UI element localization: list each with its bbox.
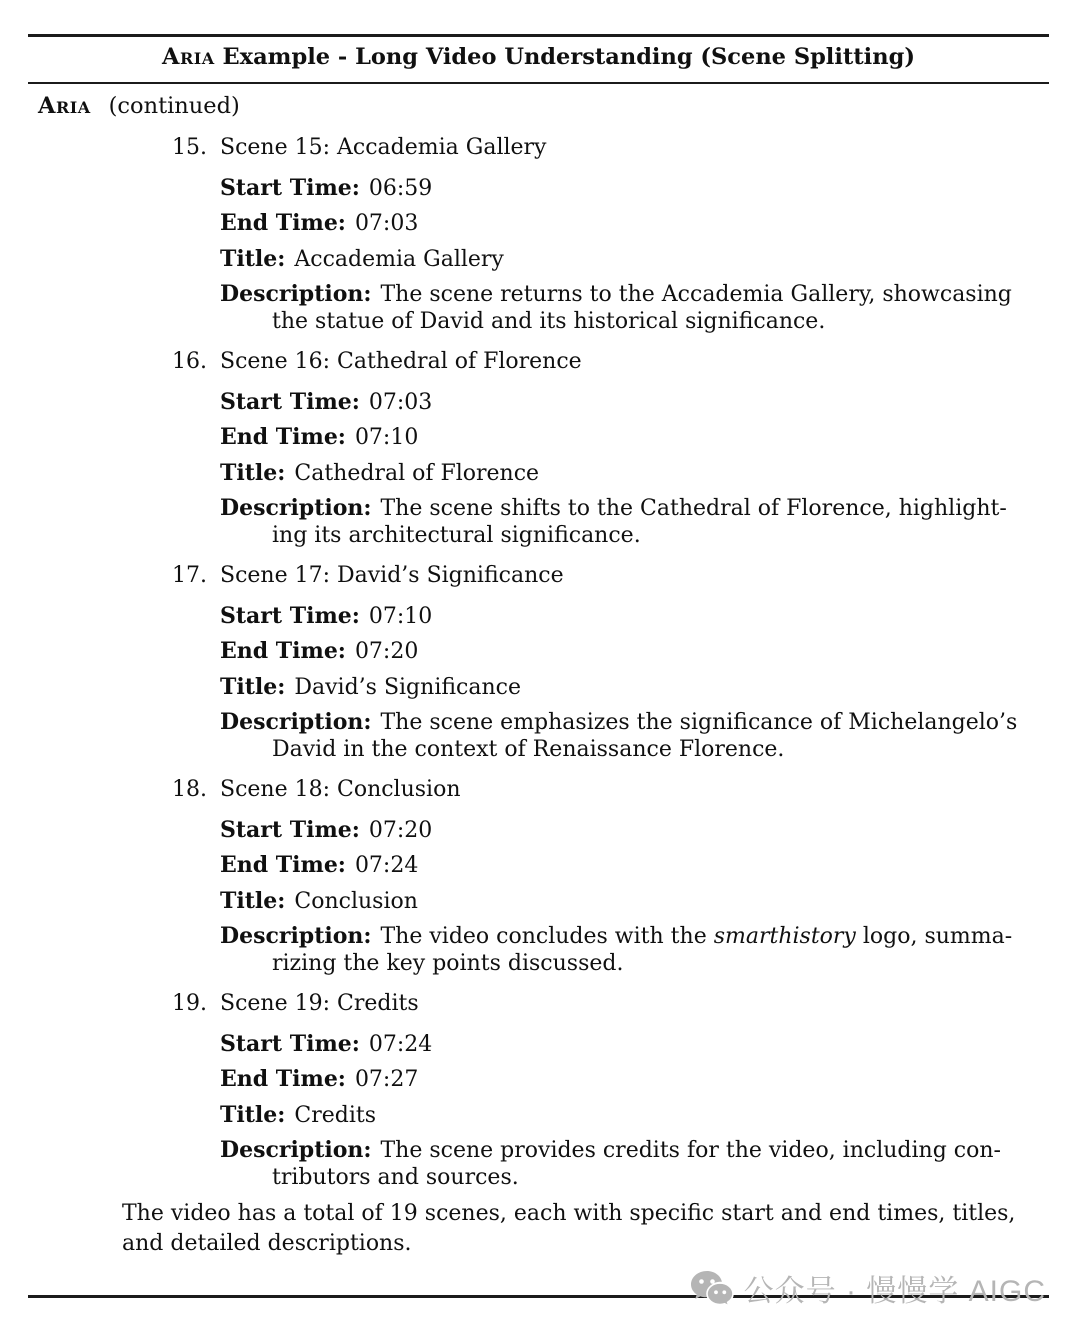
scene-heading [172,559,1049,594]
scene-item-16 [172,345,1049,549]
scene-number: 16. [172,349,207,374]
title-value: Cathedral of Florence [294,460,540,486]
description-row [220,709,1049,763]
start-time-label: Start Time: [220,816,360,843]
end-time-label: End Time: [220,1066,346,1092]
description-row [220,923,1049,977]
title-value: Credits [294,1102,376,1128]
start-time-row [220,813,1049,849]
scene-number: 18. [172,777,207,802]
start-time-value: 07:20 [368,817,433,843]
description-text: The scene emphasizes the significance of Michelangelo’s [380,710,1018,735]
title-value: Accademia Gallery [294,246,504,272]
description-line2: ing its architectural significance. [272,523,641,548]
title-label: Title: [220,673,286,700]
summary-line2: and detailed descriptions. [122,1230,412,1256]
start-time-row [220,599,1049,635]
scene-heading [172,987,1049,1022]
summary-paragraph [122,1199,1049,1258]
scene-item-18 [172,773,1049,977]
title-label: Title: [220,459,286,486]
table-top-rule [28,34,1049,37]
description-row [220,1137,1049,1191]
title-label: Title: [220,1101,286,1128]
description-label: Description: [220,923,372,949]
start-time-label: Start Time: [220,1030,360,1057]
start-time-value: 07:24 [368,1031,433,1057]
smarthistory-italic: smarthistory [713,924,856,949]
end-time-label: End Time: [220,852,346,878]
title-row [220,1098,1049,1134]
end-time-value: 07:03 [354,211,419,236]
scene-heading-text: Scene 16: Cathedral of Florence [220,349,582,374]
scene-item-15 [172,131,1049,335]
scene-heading [172,345,1049,380]
continued-line [38,92,240,120]
scene-list [172,131,1049,1201]
title-label: Title: [220,245,286,272]
watermark-text: 公众号 · 慢慢学 AIGC [743,1275,1046,1308]
description-line2: tributors and sources. [272,1165,519,1190]
title-row [220,456,1049,492]
description-line1 [220,495,1049,522]
watermark [690,1266,1046,1310]
description-line2: David in the context of Renaissance Florence. [272,737,785,762]
description-line1 [220,709,1049,736]
title-label: Title: [220,887,286,914]
scene-number: 17. [172,563,207,588]
start-time-value: 07:10 [368,603,433,629]
start-time-row [220,171,1049,207]
model-name-smallcaps: Aria [162,44,215,70]
description-line2: rizing the key points discussed. [272,951,624,976]
end-time-row [220,634,1049,670]
end-time-label: End Time: [220,638,346,664]
title-value: Conclusion [294,888,418,914]
table-header-rule [28,82,1049,84]
title-row [220,884,1049,920]
title-row [220,242,1049,278]
table-title-rest: Example - Long Video Understanding (Scene Splitting) [214,44,915,70]
title-row [220,670,1049,706]
description-row [220,495,1049,549]
description-text: The scene shifts to the Cathedral of Florence, highlight- [380,496,1007,521]
start-time-value: 07:03 [368,389,433,415]
end-time-value: 07:24 [354,853,419,878]
end-time-row [220,206,1049,242]
end-time-value: 07:20 [354,639,419,664]
description-text-pre: The video concludes with the [380,924,714,949]
start-time-label: Start Time: [220,388,360,415]
end-time-value: 07:27 [354,1067,419,1092]
scene-number: 15. [172,135,207,160]
continued-label: (continued) [108,93,240,119]
description-label: Description: [220,495,372,521]
model-name: Aria [38,93,91,119]
scene-heading-text: Scene 19: Credits [220,991,419,1016]
end-time-row [220,1062,1049,1098]
description-text [381,924,1013,949]
scene-heading-text: Scene 15: Accademia Gallery [220,135,547,160]
scene-heading [172,131,1049,166]
description-text-post: logo, summa- [855,924,1013,949]
scene-item-19 [172,987,1049,1191]
end-time-label: End Time: [220,210,346,236]
description-line1 [220,923,1049,950]
scene-heading-text: Scene 18: Conclusion [220,777,461,802]
scene-heading [172,773,1049,808]
table-title [28,44,1049,70]
description-line1 [220,281,1049,308]
end-time-label: End Time: [220,424,346,450]
title-value: David’s Significance [294,674,521,700]
start-time-label: Start Time: [220,602,360,629]
description-row [220,281,1049,335]
start-time-row [220,385,1049,421]
description-line2: the statue of David and its historical significance. [272,309,826,334]
scene-number: 19. [172,991,207,1016]
end-time-row [220,420,1049,456]
description-text: The scene provides credits for the video, including con- [380,1138,1001,1163]
description-line1 [220,1137,1049,1164]
scene-item-17 [172,559,1049,763]
description-text: The scene returns to the Accademia Gallery, showcasing [380,282,1012,307]
end-time-value: 07:10 [354,425,419,450]
summary-line1: The video has a total of 19 scenes, each with specific start and end times, titles, [122,1201,1016,1226]
description-label: Description: [220,1137,372,1163]
start-time-value: 06:59 [368,175,433,201]
start-time-label: Start Time: [220,174,360,201]
wechat-icon [690,1269,734,1307]
start-time-row [220,1027,1049,1063]
description-label: Description: [220,709,372,735]
scene-heading-text: Scene 17: David’s Significance [220,563,564,588]
description-label: Description: [220,281,372,307]
end-time-row [220,848,1049,884]
